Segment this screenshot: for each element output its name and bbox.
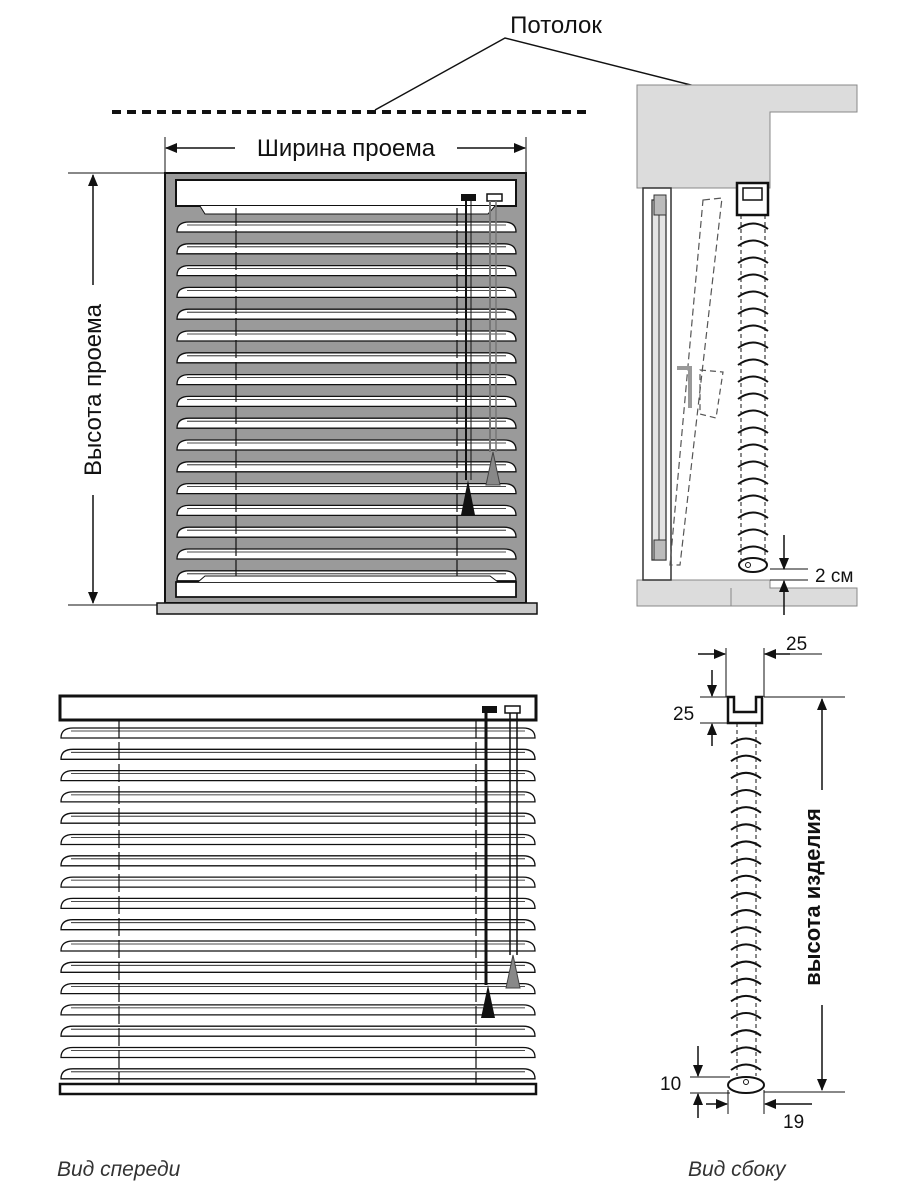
side-slat [738,530,768,536]
side-slat [738,241,768,247]
slat [61,877,535,887]
gap-label: 2 см [815,566,854,587]
profile-height-value: 25 [673,704,695,725]
slat [61,771,535,781]
side-slat [738,326,768,332]
slat [61,749,535,759]
side-slat [738,377,768,383]
ceiling-wall [637,85,857,188]
window-sill [157,603,537,614]
slat [61,728,535,738]
side-slat [738,394,768,400]
side-bottom-bar [739,558,767,572]
slat [61,920,535,930]
side-view-caption: Вид сбоку [688,1158,786,1181]
slat [61,1069,535,1079]
slat [61,1005,535,1015]
profile-width-value: 25 [786,634,808,655]
side-slat [738,513,768,519]
side-slat [738,547,768,553]
side-slat [738,292,768,298]
side-slat [738,462,768,468]
side-slat [738,309,768,315]
bottom-bar-height-value: 10 [660,1074,682,1095]
side-slat [738,343,768,349]
slat [61,813,535,823]
window-frame [165,173,526,603]
front-bottom-bar [60,1084,536,1094]
bottom-bar [176,582,516,597]
opening-height-label: Высота проема [80,304,107,476]
slat [177,484,516,494]
side-slat [738,360,768,366]
slat [61,856,535,866]
side-slat [738,428,768,434]
side-slat [738,224,768,230]
front-slats [61,728,535,1079]
side-slat [738,411,768,417]
slat [61,984,535,994]
slat [61,962,535,972]
side-installed-slats [738,224,768,553]
window-handle [677,368,690,408]
slat [177,549,516,559]
front-view-caption: Вид спереди [57,1158,181,1181]
front-installed-view [68,132,537,614]
side-slat [738,445,768,451]
slat [61,792,535,802]
side-slat [738,479,768,485]
side-slat [738,275,768,281]
bottom-bar-width-value: 19 [783,1112,805,1133]
side-slat [738,496,768,502]
slat [61,941,535,951]
side-profile-headrail [728,697,762,723]
opening-width-label: Ширина проема [256,135,436,162]
open-sash-outline [670,198,722,565]
ceiling-label: Потолок [510,12,602,39]
slat [177,527,516,537]
slat [61,1048,535,1058]
product-height-label: высота изделия [800,808,825,986]
front-view [60,696,536,1094]
slat [61,835,535,845]
slat [61,1026,535,1036]
front-headrail [60,696,536,720]
side-slat [738,258,768,264]
slat [61,898,535,908]
side-view [660,634,845,1133]
side-installed-view [637,85,857,615]
